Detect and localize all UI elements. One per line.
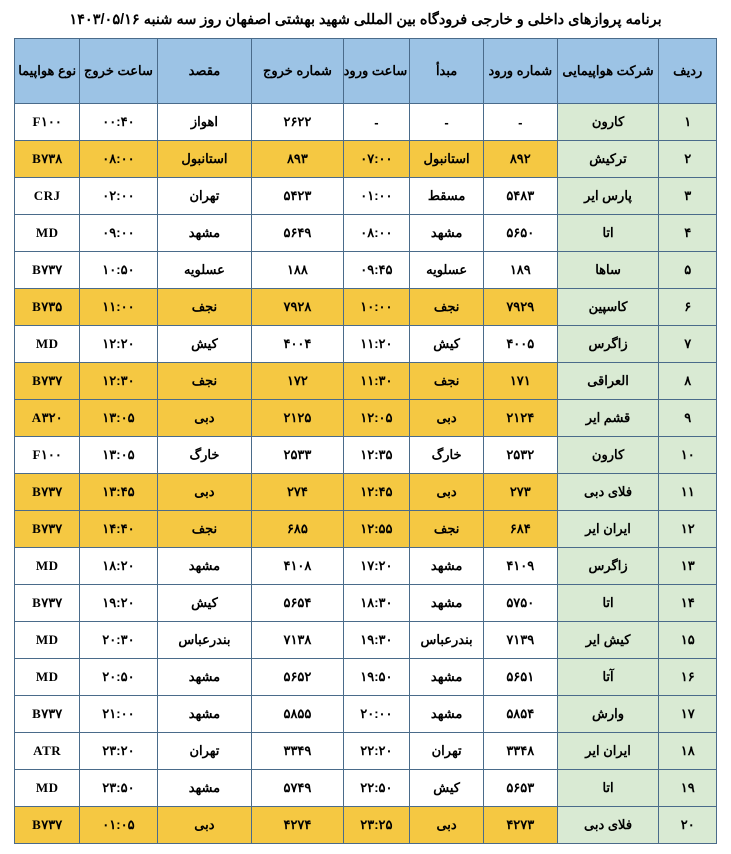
cell-departure-time: ۱۰:۵۰ xyxy=(80,252,157,289)
table-row xyxy=(15,215,717,252)
cell-row-number: ۱۶ xyxy=(659,659,717,696)
cell-origin: نجف xyxy=(410,511,484,548)
cell-airline: زاگرس xyxy=(557,548,659,585)
cell-destination: کیش xyxy=(157,326,252,363)
table-row xyxy=(15,733,717,770)
table-row xyxy=(15,289,717,326)
cell-origin: مشهد xyxy=(410,548,484,585)
cell-airline: اتا xyxy=(557,770,659,807)
cell-departure-time: ۰۸:۰۰ xyxy=(80,141,157,178)
cell-departure-number: ۵۸۵۵ xyxy=(252,696,343,733)
cell-arrival-time: ۱۲:۴۵ xyxy=(343,474,410,511)
cell-row-number: ۱۰ xyxy=(659,437,717,474)
cell-departure-number: ۴۰۰۴ xyxy=(252,326,343,363)
table-row xyxy=(15,474,717,511)
cell-departure-number: ۴۲۷۴ xyxy=(252,807,343,844)
cell-destination: دبی xyxy=(157,400,252,437)
cell-aircraft-type: B۷۳۷ xyxy=(15,696,80,733)
cell-departure-time: ۱۳:۰۵ xyxy=(80,400,157,437)
cell-departure-number: ۵۶۵۴ xyxy=(252,585,343,622)
cell-airline: کارون xyxy=(557,104,659,141)
cell-arrival-number: ۶۸۴ xyxy=(483,511,557,548)
cell-aircraft-type: B۷۳۷ xyxy=(15,363,80,400)
cell-destination: مشهد xyxy=(157,215,252,252)
cell-row-number: ۱۵ xyxy=(659,622,717,659)
cell-destination: مشهد xyxy=(157,696,252,733)
table-row xyxy=(15,511,717,548)
cell-arrival-number: ۵۴۸۳ xyxy=(483,178,557,215)
cell-departure-time: ۱۲:۳۰ xyxy=(80,363,157,400)
cell-arrival-number: ۲۵۳۲ xyxy=(483,437,557,474)
cell-origin: - xyxy=(410,104,484,141)
cell-row-number: ۱۹ xyxy=(659,770,717,807)
cell-destination: مشهد xyxy=(157,659,252,696)
table-header-row xyxy=(15,39,717,104)
cell-arrival-number: ۵۸۵۴ xyxy=(483,696,557,733)
cell-departure-number: ۴۱۰۸ xyxy=(252,548,343,585)
cell-departure-number: ۲۵۳۳ xyxy=(252,437,343,474)
cell-origin: مشهد xyxy=(410,696,484,733)
cell-aircraft-type: B۷۳۷ xyxy=(15,511,80,548)
cell-destination: تهران xyxy=(157,178,252,215)
table-row xyxy=(15,363,717,400)
cell-departure-number: ۷۹۲۸ xyxy=(252,289,343,326)
cell-aircraft-type: B۷۳۵ xyxy=(15,289,80,326)
cell-airline: ایران ایر xyxy=(557,511,659,548)
cell-arrival-time: ۲۲:۵۰ xyxy=(343,770,410,807)
cell-arrival-number: ۷۱۳۹ xyxy=(483,622,557,659)
cell-arrival-number: ۴۲۷۳ xyxy=(483,807,557,844)
cell-departure-number: ۵۷۴۹ xyxy=(252,770,343,807)
cell-departure-number: ۵۶۵۲ xyxy=(252,659,343,696)
column-header-row: ردیف xyxy=(659,39,717,104)
cell-origin: خارگ xyxy=(410,437,484,474)
cell-origin: دبی xyxy=(410,474,484,511)
cell-arrival-time: ۱۷:۲۰ xyxy=(343,548,410,585)
cell-departure-number: ۱۸۸ xyxy=(252,252,343,289)
cell-departure-number: ۱۷۲ xyxy=(252,363,343,400)
table-row xyxy=(15,178,717,215)
cell-row-number: ۱۸ xyxy=(659,733,717,770)
cell-departure-time: ۱۸:۲۰ xyxy=(80,548,157,585)
cell-departure-time: ۲۳:۵۰ xyxy=(80,770,157,807)
flight-schedule-table xyxy=(14,38,717,844)
cell-departure-time: ۱۲:۲۰ xyxy=(80,326,157,363)
column-header-departure-number: شماره خروج xyxy=(252,39,343,104)
column-header-arrival-number: شماره ورود xyxy=(483,39,557,104)
cell-row-number: ۵ xyxy=(659,252,717,289)
cell-airline: پارس ایر xyxy=(557,178,659,215)
cell-row-number: ۱۳ xyxy=(659,548,717,585)
cell-destination: عسلویه xyxy=(157,252,252,289)
cell-arrival-number: ۳۳۴۸ xyxy=(483,733,557,770)
cell-arrival-time: - xyxy=(343,104,410,141)
cell-arrival-number: ۷۹۲۹ xyxy=(483,289,557,326)
cell-origin: مشهد xyxy=(410,659,484,696)
cell-destination: اهواز xyxy=(157,104,252,141)
cell-destination: نجف xyxy=(157,363,252,400)
cell-airline: کارون xyxy=(557,437,659,474)
cell-departure-time: ۱۹:۲۰ xyxy=(80,585,157,622)
cell-departure-number: ۸۹۳ xyxy=(252,141,343,178)
cell-departure-time: ۰۰:۴۰ xyxy=(80,104,157,141)
cell-origin: عسلویه xyxy=(410,252,484,289)
cell-airline: ایران ایر xyxy=(557,733,659,770)
cell-row-number: ۴ xyxy=(659,215,717,252)
cell-origin: دبی xyxy=(410,807,484,844)
cell-arrival-number: ۴۰۰۵ xyxy=(483,326,557,363)
cell-row-number: ۱ xyxy=(659,104,717,141)
cell-arrival-time: ۱۲:۰۵ xyxy=(343,400,410,437)
cell-aircraft-type: CRJ xyxy=(15,178,80,215)
cell-arrival-number: ۸۹۲ xyxy=(483,141,557,178)
cell-departure-time: ۲۰:۳۰ xyxy=(80,622,157,659)
cell-destination: بندرعباس xyxy=(157,622,252,659)
cell-aircraft-type: MD xyxy=(15,215,80,252)
cell-arrival-time: ۰۸:۰۰ xyxy=(343,215,410,252)
cell-row-number: ۱۴ xyxy=(659,585,717,622)
cell-arrival-number: ۴۱۰۹ xyxy=(483,548,557,585)
cell-airline: وارش xyxy=(557,696,659,733)
cell-airline: فلای دبی xyxy=(557,807,659,844)
cell-aircraft-type: B۷۳۷ xyxy=(15,474,80,511)
cell-airline: اتا xyxy=(557,215,659,252)
cell-airline: ترکیش xyxy=(557,141,659,178)
cell-destination: نجف xyxy=(157,289,252,326)
cell-departure-time: ۰۹:۰۰ xyxy=(80,215,157,252)
cell-departure-time: ۲۱:۰۰ xyxy=(80,696,157,733)
cell-row-number: ۷ xyxy=(659,326,717,363)
cell-aircraft-type: A۳۲۰ xyxy=(15,400,80,437)
cell-origin: نجف xyxy=(410,363,484,400)
cell-aircraft-type: MD xyxy=(15,770,80,807)
table-row xyxy=(15,400,717,437)
cell-destination: دبی xyxy=(157,474,252,511)
column-header-departure-time: ساعت خروج xyxy=(80,39,157,104)
cell-aircraft-type: MD xyxy=(15,326,80,363)
table-row xyxy=(15,622,717,659)
cell-departure-number: ۲۱۲۵ xyxy=(252,400,343,437)
cell-row-number: ۹ xyxy=(659,400,717,437)
table-row xyxy=(15,807,717,844)
cell-airline: کیش ایر xyxy=(557,622,659,659)
cell-destination: کیش xyxy=(157,585,252,622)
cell-arrival-time: ۰۷:۰۰ xyxy=(343,141,410,178)
cell-row-number: ۱۲ xyxy=(659,511,717,548)
cell-arrival-number: ۵۶۵۳ xyxy=(483,770,557,807)
cell-destination: تهران xyxy=(157,733,252,770)
column-header-airline: شرکت هواپیمایی xyxy=(557,39,659,104)
cell-aircraft-type: MD xyxy=(15,659,80,696)
cell-arrival-number: ۲۱۲۴ xyxy=(483,400,557,437)
cell-destination: مشهد xyxy=(157,548,252,585)
cell-row-number: ۱۱ xyxy=(659,474,717,511)
cell-departure-time: ۱۳:۴۵ xyxy=(80,474,157,511)
cell-arrival-number: ۵۶۵۱ xyxy=(483,659,557,696)
cell-departure-number: ۷۱۳۸ xyxy=(252,622,343,659)
cell-departure-time: ۰۱:۰۵ xyxy=(80,807,157,844)
cell-arrival-time: ۱۹:۵۰ xyxy=(343,659,410,696)
cell-aircraft-type: ATR xyxy=(15,733,80,770)
column-header-aircraft-type: نوع هواپیما xyxy=(15,39,80,104)
cell-airline: زاگرس xyxy=(557,326,659,363)
cell-aircraft-type: MD xyxy=(15,548,80,585)
cell-aircraft-type: B۷۳۷ xyxy=(15,585,80,622)
table-body xyxy=(15,104,717,844)
cell-departure-time: ۰۲:۰۰ xyxy=(80,178,157,215)
page-title: برنامه پروازهای داخلی و خارجی فرودگاه بین المللی شهید بهشتی اصفهان روز سه شنبه ۱۴۰۳/۰۵/۱۶ xyxy=(69,12,662,28)
cell-arrival-number: ۵۷۵۰ xyxy=(483,585,557,622)
cell-aircraft-type: F۱۰۰ xyxy=(15,437,80,474)
cell-row-number: ۲ xyxy=(659,141,717,178)
cell-origin: استانبول xyxy=(410,141,484,178)
table-row xyxy=(15,585,717,622)
cell-origin: کیش xyxy=(410,326,484,363)
table-row xyxy=(15,770,717,807)
cell-airline: العراقی xyxy=(557,363,659,400)
cell-aircraft-type: B۷۳۷ xyxy=(15,807,80,844)
cell-aircraft-type: B۷۳۷ xyxy=(15,252,80,289)
cell-origin: نجف xyxy=(410,289,484,326)
column-header-arrival-time: ساعت ورود xyxy=(343,39,410,104)
cell-origin: تهران xyxy=(410,733,484,770)
cell-airline: اتا xyxy=(557,585,659,622)
cell-departure-time: ۱۳:۰۵ xyxy=(80,437,157,474)
cell-arrival-time: ۰۹:۴۵ xyxy=(343,252,410,289)
cell-arrival-time: ۲۲:۲۰ xyxy=(343,733,410,770)
cell-arrival-number: ۵۶۵۰ xyxy=(483,215,557,252)
cell-departure-number: ۲۷۴ xyxy=(252,474,343,511)
cell-airline: آتا xyxy=(557,659,659,696)
cell-row-number: ۱۷ xyxy=(659,696,717,733)
cell-origin: بندرعباس xyxy=(410,622,484,659)
cell-departure-time: ۲۰:۵۰ xyxy=(80,659,157,696)
cell-arrival-time: ۱۰:۰۰ xyxy=(343,289,410,326)
cell-arrival-time: ۲۳:۲۵ xyxy=(343,807,410,844)
cell-destination: نجف xyxy=(157,511,252,548)
cell-arrival-time: ۱۱:۲۰ xyxy=(343,326,410,363)
column-header-destination: مقصد xyxy=(157,39,252,104)
table-row xyxy=(15,659,717,696)
cell-origin: مشهد xyxy=(410,215,484,252)
cell-departure-number: ۶۸۵ xyxy=(252,511,343,548)
cell-arrival-number: ۲۷۳ xyxy=(483,474,557,511)
cell-arrival-number: ۱۷۱ xyxy=(483,363,557,400)
cell-aircraft-type: B۷۳۸ xyxy=(15,141,80,178)
cell-airline: قشم ایر xyxy=(557,400,659,437)
cell-row-number: ۳ xyxy=(659,178,717,215)
cell-arrival-time: ۰۱:۰۰ xyxy=(343,178,410,215)
cell-airline: کاسپین xyxy=(557,289,659,326)
table-container xyxy=(0,38,731,854)
cell-arrival-time: ۱۱:۳۰ xyxy=(343,363,410,400)
cell-destination: دبی xyxy=(157,807,252,844)
cell-arrival-time: ۱۲:۳۵ xyxy=(343,437,410,474)
cell-departure-time: ۱۴:۴۰ xyxy=(80,511,157,548)
table-row xyxy=(15,548,717,585)
cell-row-number: ۶ xyxy=(659,289,717,326)
cell-aircraft-type: F۱۰۰ xyxy=(15,104,80,141)
table-row xyxy=(15,252,717,289)
cell-arrival-time: ۱۹:۳۰ xyxy=(343,622,410,659)
cell-aircraft-type: MD xyxy=(15,622,80,659)
table-row xyxy=(15,437,717,474)
cell-departure-number: ۳۳۴۹ xyxy=(252,733,343,770)
cell-arrival-number: - xyxy=(483,104,557,141)
cell-departure-number: ۲۶۲۲ xyxy=(252,104,343,141)
cell-origin: مسقط xyxy=(410,178,484,215)
cell-origin: مشهد xyxy=(410,585,484,622)
table-row xyxy=(15,696,717,733)
cell-departure-time: ۱۱:۰۰ xyxy=(80,289,157,326)
column-header-origin: مبدأ xyxy=(410,39,484,104)
cell-row-number: ۸ xyxy=(659,363,717,400)
cell-row-number: ۲۰ xyxy=(659,807,717,844)
cell-destination: استانبول xyxy=(157,141,252,178)
cell-airline: فلای دبی xyxy=(557,474,659,511)
table-row xyxy=(15,104,717,141)
cell-destination: مشهد xyxy=(157,770,252,807)
table-row xyxy=(15,326,717,363)
cell-airline: ساها xyxy=(557,252,659,289)
table-header xyxy=(15,39,717,104)
cell-departure-time: ۲۳:۲۰ xyxy=(80,733,157,770)
cell-destination: خارگ xyxy=(157,437,252,474)
cell-origin: کیش xyxy=(410,770,484,807)
cell-arrival-time: ۲۰:۰۰ xyxy=(343,696,410,733)
cell-departure-number: ۵۶۴۹ xyxy=(252,215,343,252)
cell-arrival-time: ۱۸:۳۰ xyxy=(343,585,410,622)
table-row xyxy=(15,141,717,178)
cell-departure-number: ۵۴۲۳ xyxy=(252,178,343,215)
cell-arrival-time: ۱۲:۵۵ xyxy=(343,511,410,548)
cell-origin: دبی xyxy=(410,400,484,437)
cell-arrival-number: ۱۸۹ xyxy=(483,252,557,289)
